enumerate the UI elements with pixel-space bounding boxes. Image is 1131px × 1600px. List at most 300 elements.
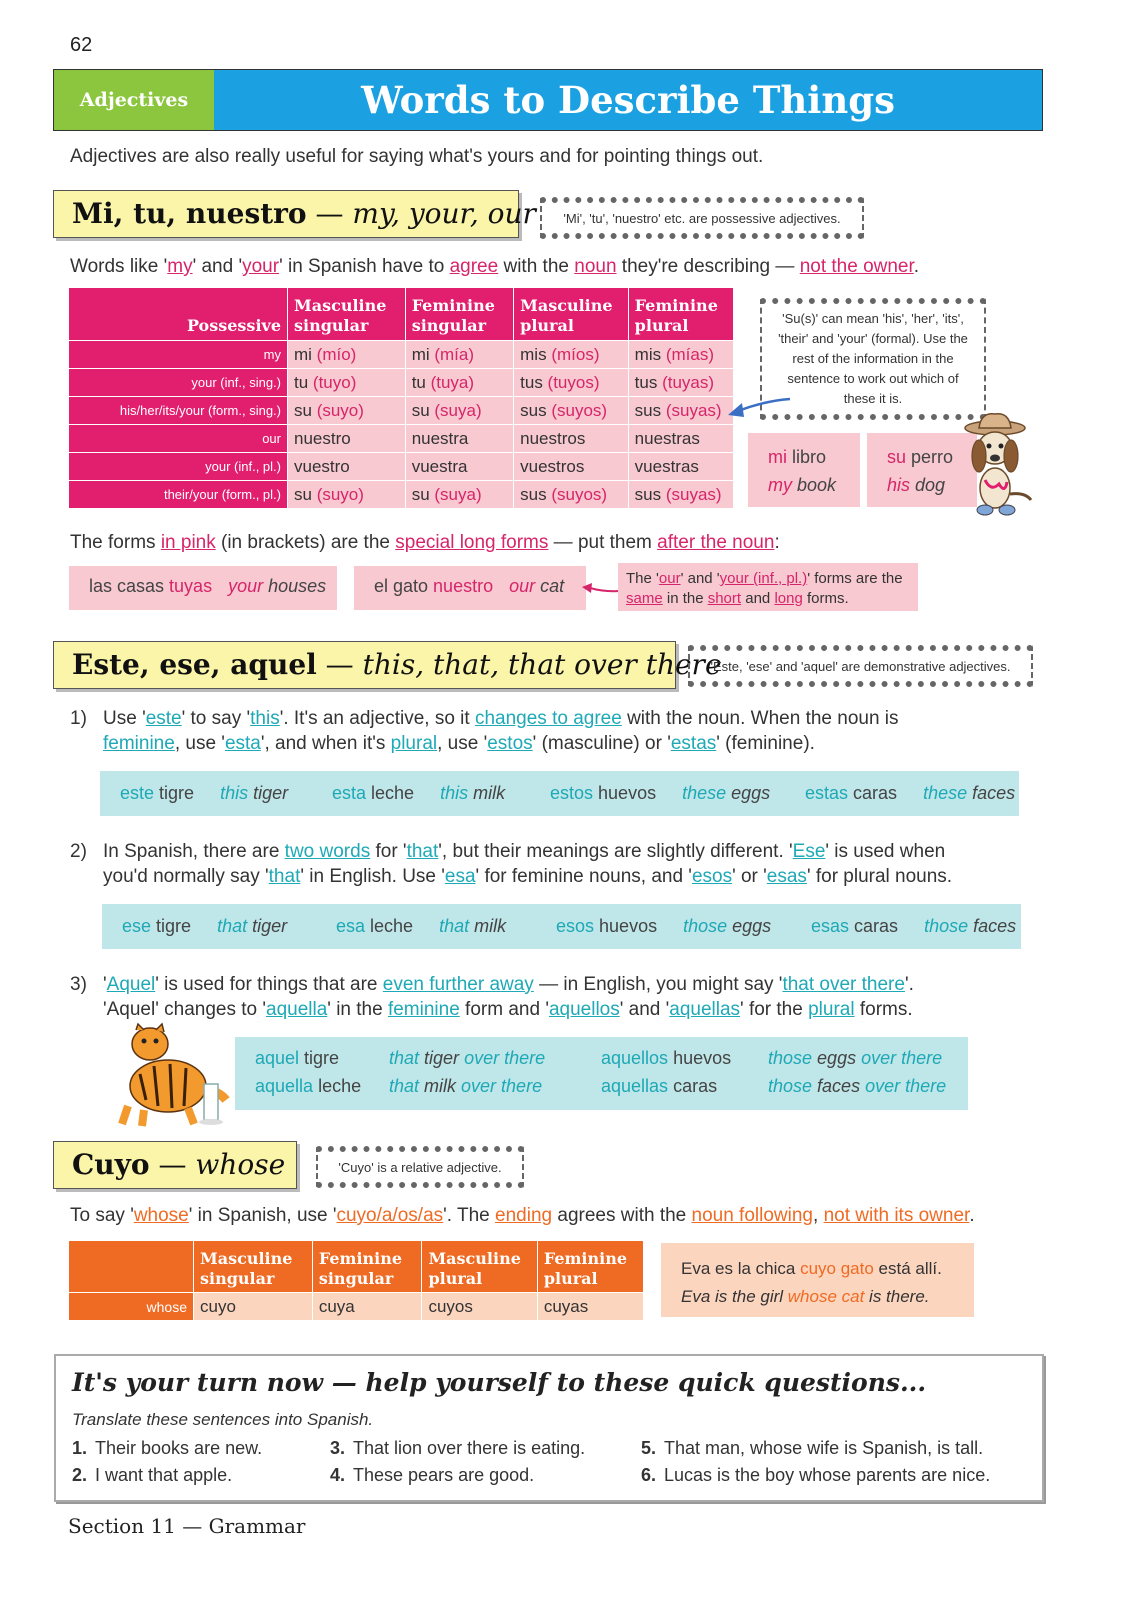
keyword: este [145, 708, 182, 729]
su-note: 'Su(s)' can mean 'his', 'her', 'its', 'their' and 'your' (formal). Use the rest of the information in the sentence to work out which of these it is. [760, 298, 986, 420]
keyword: mi [768, 447, 787, 467]
text: faces [812, 1076, 861, 1096]
keyword: Aquel [106, 974, 156, 995]
section-title-possessive [53, 190, 536, 238]
table-cell: cuyos [422, 1293, 537, 1321]
questions-box [54, 1354, 1044, 1502]
intro-text: Adjectives are also really useful for saying what's yours and for pointing things out. [70, 146, 764, 167]
text: ' for the [740, 999, 809, 1020]
text: In Spanish, there are [103, 841, 285, 862]
example-english [887, 471, 957, 499]
text: ' is used when [825, 841, 946, 862]
keyword: your (inf., pl.) [719, 570, 808, 587]
keyword: my [167, 256, 193, 277]
section-title-dash: — [306, 197, 353, 230]
text: is there. [864, 1287, 930, 1306]
paragraph-2 [70, 839, 1030, 889]
row-label: their/your (form., pl.) [69, 481, 288, 509]
possessive-note: 'Mi', 'tu', 'nuestro' etc. are possessive adjectives. [540, 197, 864, 239]
text: , use ' [437, 733, 488, 754]
keyword: that [406, 841, 439, 862]
text: The forms [70, 532, 161, 553]
tiger-milk-icon [108, 1022, 248, 1130]
example-spanish [681, 1255, 954, 1283]
keyword: whose cat [787, 1287, 865, 1306]
short-form: mi [411, 344, 435, 364]
question-item [330, 1465, 534, 1486]
cuyo-line [70, 1203, 975, 1228]
table-cell [405, 425, 513, 453]
short-form: sus [634, 484, 666, 504]
example-item [255, 1076, 361, 1097]
keyword: esa [444, 866, 476, 887]
question-number: 1. [72, 1438, 88, 1458]
table-row [69, 341, 734, 369]
keyword: aquellas [601, 1076, 669, 1096]
keyword: over there [456, 1076, 543, 1096]
section-title-italic: whose [195, 1148, 286, 1181]
keyword: that [389, 1048, 420, 1068]
paragraph-line [70, 997, 1030, 1022]
text: ' or ' [732, 866, 767, 887]
keyword: over there [459, 1048, 546, 1068]
text: milk [469, 916, 507, 936]
table-cell [628, 397, 733, 425]
page-title: Words to Describe Things [214, 70, 1042, 130]
short-form: tus [634, 372, 663, 392]
keyword: two words [284, 841, 371, 862]
example-row-that-over-there [235, 1037, 968, 1110]
paragraph-line [70, 972, 1030, 997]
text: Use ' [103, 708, 146, 729]
paragraph-1 [70, 706, 1030, 756]
keyword: aquella [266, 999, 328, 1020]
example-spanish [887, 443, 957, 471]
long-form: (suyas) [665, 484, 722, 504]
example-row-that [102, 904, 1021, 949]
text: tiger [419, 1048, 460, 1068]
text: dog [910, 475, 946, 495]
text: tigre [151, 916, 192, 936]
keyword: cuyo/a/os/as [336, 1205, 444, 1226]
text: tigre [299, 1048, 340, 1068]
text: '. The [443, 1205, 496, 1226]
short-form: su [294, 400, 317, 420]
keyword: agree [449, 256, 499, 277]
text: with the noun. When the noun is [621, 708, 899, 729]
table-cell [514, 397, 629, 425]
short-form: sus [520, 484, 552, 504]
keyword: these [682, 783, 727, 803]
text: eggs [726, 783, 771, 803]
text: — in English, you might say ' [533, 974, 783, 995]
text: — put them [548, 532, 658, 553]
example-item [601, 1048, 731, 1069]
keyword: estas [670, 733, 717, 754]
section-title-dash: — [316, 648, 363, 681]
keyword: su [887, 447, 907, 467]
keyword: aquellas [669, 999, 741, 1020]
table-cell [514, 341, 629, 369]
question-text: That lion over there is eating. [353, 1438, 586, 1458]
keyword: that [389, 1076, 420, 1096]
question-text: These pears are good. [353, 1465, 535, 1485]
forms-line [70, 530, 780, 555]
table-header-row [69, 288, 734, 341]
text: huevos [594, 916, 658, 936]
table-row [69, 453, 734, 481]
text: with the [498, 256, 575, 277]
section-title-bold: Cuyo [72, 1148, 150, 1181]
row-label: whose [69, 1293, 194, 1321]
question-item [641, 1438, 983, 1459]
short-form: tu [294, 372, 313, 392]
question-number: 3. [330, 1438, 346, 1458]
table-cell [405, 397, 513, 425]
text: and [741, 590, 775, 607]
keyword: esos [691, 866, 733, 887]
example-item [805, 783, 1015, 804]
footer-section-label: Section 11 — Grammar [68, 1514, 306, 1538]
short-form: nuestra [411, 428, 469, 448]
keyword: those [683, 916, 728, 936]
paragraph-3 [70, 972, 1030, 1022]
table-cell [514, 481, 629, 509]
text: To say ' [70, 1205, 134, 1226]
keyword: short [707, 590, 742, 607]
text: ' [103, 974, 107, 995]
table-cell [628, 425, 733, 453]
table-cell: cuya [312, 1293, 422, 1321]
question-text: Their books are new. [95, 1438, 263, 1458]
paragraph-number: 1) [70, 708, 87, 729]
row-label: his/her/its/your (form., sing.) [69, 397, 288, 425]
text: el gato [374, 576, 434, 596]
keyword: aquellos [548, 999, 620, 1020]
keyword: your [228, 576, 264, 596]
keyword: my [768, 475, 792, 495]
text: tiger [248, 783, 289, 803]
text: libro [787, 447, 827, 467]
example-english [681, 1283, 954, 1311]
row-label: our [69, 425, 288, 453]
text: houses [263, 576, 327, 596]
header-cell: Feminine singular [312, 1241, 422, 1293]
long-form: (tuyos) [547, 372, 600, 392]
example-item [811, 916, 1016, 937]
keyword: feminine [387, 999, 460, 1020]
short-form: vuestros [520, 456, 585, 476]
short-form: mis [520, 344, 552, 364]
section-title-demonstrative [53, 641, 722, 689]
keyword: same [626, 590, 663, 607]
text: ' in Spanish have to [279, 256, 450, 277]
paragraph-line [70, 706, 1030, 731]
long-form: (míos) [551, 344, 600, 364]
keyword: your [242, 256, 280, 277]
question-text: That man, whose wife is Spanish, is tall. [664, 1438, 984, 1458]
keyword: that [439, 916, 470, 936]
arrow-icon [724, 395, 794, 421]
text: Eva is the girl [681, 1287, 788, 1306]
header-tab: Adjectives [54, 70, 214, 130]
keyword: over there [860, 1076, 947, 1096]
text: está allí. [873, 1259, 942, 1278]
text: faces [968, 916, 1017, 936]
possessive-table [68, 287, 734, 509]
question-item [641, 1465, 990, 1486]
example-item [332, 783, 505, 804]
table-cell [288, 397, 406, 425]
arrow-icon [580, 580, 622, 596]
short-form: sus [520, 400, 552, 420]
text: , use ' [174, 733, 225, 754]
section-title-bold: Este, ese, aquel [72, 648, 317, 681]
dog-cowboy-icon [955, 412, 1035, 520]
keyword: este [120, 783, 155, 803]
text: leche [313, 1076, 362, 1096]
keyword: nuestro [433, 576, 494, 596]
question-text: Lucas is the boy whose parents are nice. [664, 1465, 991, 1485]
keyword: aquella [255, 1076, 314, 1096]
example-el-gato-nuestro [354, 566, 586, 610]
keyword: those [768, 1048, 813, 1068]
row-label: my [69, 341, 288, 369]
demonstrative-note: 'Este, 'ese' and 'aquel' are demonstrative adjectives. [688, 645, 1033, 687]
table-cell [514, 453, 629, 481]
text: eggs [812, 1048, 857, 1068]
keyword: his [887, 475, 911, 495]
text: leche [366, 783, 415, 803]
text: caras [848, 783, 898, 803]
text: : [774, 532, 780, 553]
short-form: nuestros [520, 428, 586, 448]
keyword: ese [122, 916, 152, 936]
question-item [72, 1438, 262, 1459]
example-english [768, 471, 840, 499]
example-item [768, 1048, 942, 1069]
keyword: esos [556, 916, 595, 936]
keyword: those [768, 1076, 813, 1096]
cuyo-note: 'Cuyo' is a relative adjective. [316, 1146, 524, 1188]
question-number: 5. [641, 1438, 657, 1458]
keyword: those [924, 916, 969, 936]
long-form: (tuya) [430, 372, 475, 392]
table-cell [288, 341, 406, 369]
text: milk [468, 783, 506, 803]
section-title-dash: — [149, 1148, 196, 1181]
keyword: after the noun [657, 532, 775, 553]
short-form: vuestras [634, 456, 699, 476]
text: '. It's an adjective, so it [279, 708, 475, 729]
short-form: su [294, 484, 317, 504]
text: tigre [154, 783, 195, 803]
text: Eva es la chica [681, 1259, 801, 1278]
text: ' in Spanish, use ' [188, 1205, 337, 1226]
text: cat [535, 576, 565, 596]
header-bar [53, 69, 1043, 131]
keyword: that over there [782, 974, 905, 995]
short-form: mis [634, 344, 666, 364]
paragraph-number: 3) [70, 974, 87, 995]
section-title-bold: Mi, tu, nuestro [72, 197, 307, 230]
keyword: feminine [103, 733, 175, 754]
short-form: vuestra [411, 456, 468, 476]
keyword: not with its owner [823, 1205, 970, 1226]
keyword: noun [574, 256, 617, 277]
text: huevos [668, 1048, 732, 1068]
text: ' in the [327, 999, 388, 1020]
keyword: aquellos [601, 1048, 669, 1068]
example-item [255, 1048, 339, 1069]
long-form: (suyos) [551, 484, 608, 504]
table-row [69, 1293, 644, 1321]
short-form: nuestro [294, 428, 351, 448]
questions-title: It's your turn now — help yourself to these quick questions... [72, 1368, 927, 1397]
table-cell [405, 341, 513, 369]
text: forms. [802, 590, 849, 607]
short-form: tus [520, 372, 548, 392]
header-cell: Feminine plural [537, 1241, 643, 1293]
text: caras [668, 1076, 718, 1096]
short-form: su [411, 400, 435, 420]
keyword: aquel [255, 1048, 300, 1068]
section-title-italic: this, that, that over there [362, 648, 722, 681]
same-forms-note [618, 563, 918, 611]
long-form: (suya) [434, 400, 482, 420]
keyword: plural [808, 999, 855, 1020]
keyword: over there [856, 1048, 943, 1068]
page-number: 62 [70, 34, 93, 56]
text: , [813, 1205, 824, 1226]
keyword: esas [766, 866, 807, 887]
long-form: (mía) [434, 344, 475, 364]
long-form: (suyo) [316, 484, 364, 504]
keyword: that [268, 866, 301, 887]
keyword: our [658, 570, 681, 587]
table-cell: cuyas [537, 1293, 643, 1321]
example-item [768, 1076, 946, 1097]
example-item [120, 783, 288, 804]
short-form: su [411, 484, 435, 504]
header-cell: Masculine singular [288, 288, 406, 341]
table-row [69, 397, 734, 425]
example-item [336, 916, 506, 937]
example-item [389, 1076, 542, 1097]
table-cell [288, 425, 406, 453]
question-number: 6. [641, 1465, 657, 1485]
text: tiger [247, 916, 288, 936]
text: The ' [626, 570, 659, 587]
long-form: (tuyo) [312, 372, 357, 392]
table-cell [628, 369, 733, 397]
keyword: this [440, 783, 469, 803]
keyword: in pink [160, 532, 216, 553]
cuyo-table [68, 1240, 644, 1321]
long-form: (mías) [665, 344, 715, 364]
example-item [550, 783, 770, 804]
keyword: cuyo gato [800, 1259, 874, 1278]
keyword: estos [487, 733, 533, 754]
keyword: estos [550, 783, 594, 803]
question-item [72, 1465, 232, 1486]
questions-instruction: Translate these sentences into Spanish. [72, 1410, 374, 1429]
paragraph-number: 2) [70, 841, 87, 862]
table-cell [628, 341, 733, 369]
row-label: your (inf., sing.) [69, 369, 288, 397]
text: forms. [854, 999, 913, 1020]
table-cell [405, 481, 513, 509]
table-cell [405, 369, 513, 397]
paragraph-line [70, 731, 1030, 756]
table-cell [628, 453, 733, 481]
example-item [389, 1048, 545, 1069]
paragraph-line [70, 864, 1030, 889]
question-text: I want that apple. [95, 1465, 233, 1485]
short-form: nuestras [634, 428, 700, 448]
text: ' (feminine). [716, 733, 815, 754]
text: ' (masculine) or ' [532, 733, 671, 754]
text: 'Aquel' changes to ' [103, 999, 266, 1020]
keyword: these [923, 783, 968, 803]
keyword: esta [332, 783, 367, 803]
row-label: your (inf., pl.) [69, 453, 288, 481]
table-cell [628, 481, 733, 509]
text: (in brackets) are the [215, 532, 396, 553]
text: milk [419, 1076, 457, 1096]
keyword: this [250, 708, 280, 729]
long-form: (suyo) [316, 400, 364, 420]
text: Words like ' [70, 256, 168, 277]
text: they're describing — [616, 256, 800, 277]
keyword: whose [133, 1205, 189, 1226]
table-cell [405, 453, 513, 481]
keyword: this [220, 783, 249, 803]
long-form: (suyas) [665, 400, 722, 420]
long-form: (tuyas) [662, 372, 715, 392]
agree-line [70, 254, 919, 279]
text: ' in English. Use ' [300, 866, 445, 887]
header-cell: Feminine singular [405, 288, 513, 341]
keyword: not the owner [799, 256, 914, 277]
keyword: even further away [382, 974, 534, 995]
long-form: (suya) [434, 484, 482, 504]
example-item [122, 916, 287, 937]
text: eggs [727, 916, 772, 936]
question-item [330, 1438, 585, 1459]
table-cell [288, 453, 406, 481]
short-form: vuestro [294, 456, 350, 476]
example-row-this [100, 771, 1019, 816]
keyword: ending [495, 1205, 553, 1226]
text: ' to say ' [181, 708, 251, 729]
question-number: 2. [72, 1465, 88, 1485]
question-number: 4. [330, 1465, 346, 1485]
text: . [913, 256, 920, 277]
text: ' for plural nouns. [806, 866, 953, 887]
short-form: mi [294, 344, 317, 364]
example-mi-libro [748, 433, 860, 507]
keyword: changes to agree [474, 708, 622, 729]
short-form: sus [634, 400, 666, 420]
text: ' forms are the [807, 570, 903, 587]
table-cell [288, 369, 406, 397]
text: caras [849, 916, 899, 936]
text: faces [967, 783, 1016, 803]
text: ' is used for things that are [155, 974, 383, 995]
header-cell: Masculine plural [514, 288, 629, 341]
header-cell [69, 1241, 194, 1293]
